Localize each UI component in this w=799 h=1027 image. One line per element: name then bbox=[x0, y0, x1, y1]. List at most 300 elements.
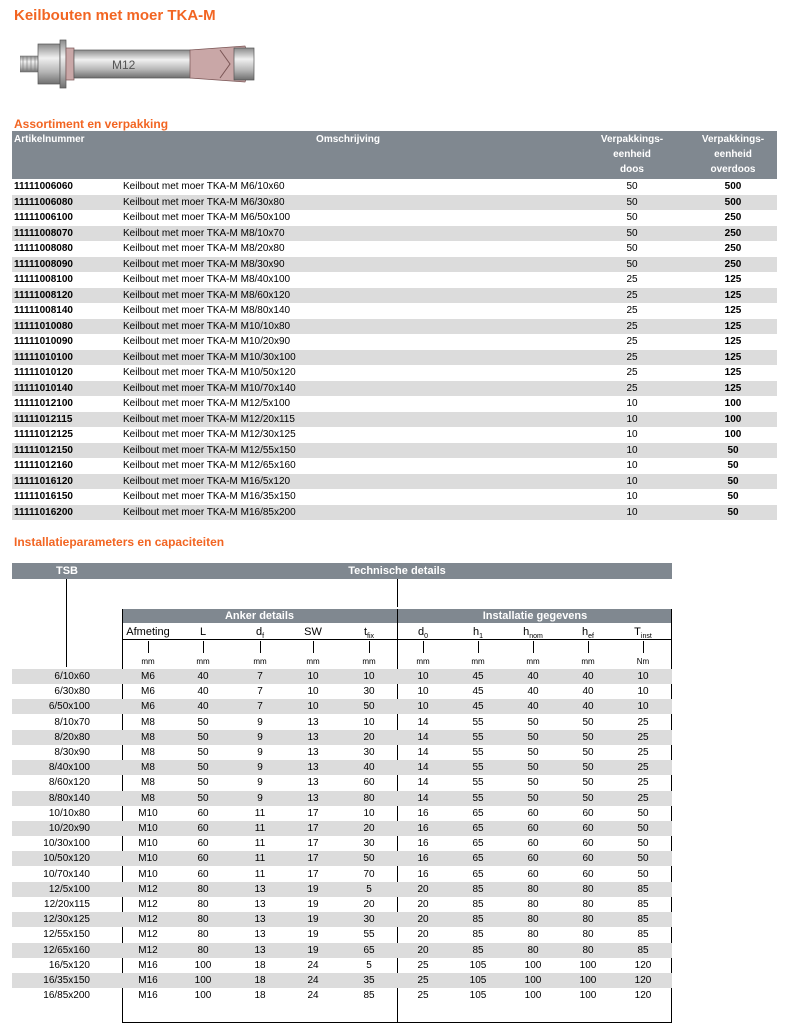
table-row bbox=[12, 867, 672, 882]
value-cell: 17 bbox=[307, 868, 319, 880]
tsb-cell: 10/70x140 bbox=[43, 868, 90, 880]
value-cell: 10 bbox=[363, 807, 375, 819]
table-row bbox=[12, 210, 777, 226]
column-header-main: t bbox=[363, 626, 368, 638]
overdoos-cell: 125 bbox=[689, 381, 777, 397]
value-cell: 50 bbox=[363, 853, 375, 865]
artikelnummer-cell: 11111008070 bbox=[12, 226, 121, 242]
artikelnummer-cell: 11111010120 bbox=[14, 367, 73, 378]
column-header-sub: f bbox=[262, 633, 265, 641]
value-cell: M8 bbox=[141, 731, 155, 743]
table-row bbox=[12, 791, 672, 806]
value-cell: 13 bbox=[307, 792, 319, 804]
value-cell: 50 bbox=[582, 777, 594, 789]
value-cell: 13 bbox=[307, 777, 319, 789]
doos-cell: 10 bbox=[626, 429, 638, 440]
table-row bbox=[12, 412, 777, 428]
value-cell: 13 bbox=[307, 731, 319, 743]
tsb-cell: 8/80x140 bbox=[48, 792, 90, 804]
value-cell: 80 bbox=[527, 914, 539, 926]
table-row bbox=[12, 669, 672, 684]
value-cell: 50 bbox=[527, 792, 539, 804]
value-cell: 80 bbox=[197, 899, 209, 910]
value-cell: 11 bbox=[254, 838, 266, 850]
value-cell: 80 bbox=[527, 944, 539, 956]
value-cell: 5 bbox=[366, 959, 372, 971]
value-cell: 25 bbox=[417, 975, 429, 986]
value-cell: 65 bbox=[472, 838, 484, 850]
value-cell: 50 bbox=[637, 807, 649, 819]
artikelnummer-cell: 11111016200 bbox=[12, 505, 121, 521]
value-cell: 55 bbox=[472, 777, 484, 789]
value-cell: 11 bbox=[254, 807, 266, 819]
value-cell: 85 bbox=[363, 990, 375, 1002]
value-cell: 65 bbox=[363, 944, 375, 956]
value-cell: 10 bbox=[417, 671, 429, 682]
tsb-header: TSB bbox=[12, 563, 122, 579]
table-row bbox=[12, 505, 777, 521]
doos-cell: 10 bbox=[626, 491, 638, 502]
column-unit: mm bbox=[306, 657, 320, 666]
overdoos-cell: 125 bbox=[689, 350, 777, 366]
value-cell: 25 bbox=[637, 731, 649, 743]
anchor-bolt-image bbox=[20, 34, 290, 94]
table-row bbox=[12, 195, 777, 211]
doos-cell: 50 bbox=[626, 243, 638, 254]
value-cell: 24 bbox=[307, 975, 319, 986]
value-cell: 9 bbox=[257, 792, 263, 804]
overdoos-cell: 125 bbox=[724, 367, 742, 378]
column-header-main: d bbox=[417, 626, 425, 638]
tsb-cell: 16/85x200 bbox=[43, 990, 90, 1002]
installatie-table bbox=[12, 563, 672, 1023]
value-cell: 85 bbox=[637, 914, 649, 926]
table-row bbox=[12, 427, 777, 443]
value-cell: 120 bbox=[634, 959, 652, 971]
value-cell: 80 bbox=[582, 899, 594, 910]
value-cell: 40 bbox=[197, 701, 209, 713]
omschrijving-cell: Keilbout met moer TKA-M M6/30x80 bbox=[121, 195, 575, 211]
omschrijving-cell: Keilbout met moer TKA-M M8/10x70 bbox=[121, 226, 575, 242]
value-cell: 50 bbox=[197, 731, 209, 743]
artikelnummer-cell: 11111006080 bbox=[12, 195, 121, 211]
tsb-cell: 6/30x80 bbox=[54, 686, 90, 698]
value-cell: 20 bbox=[417, 944, 429, 956]
value-cell: 80 bbox=[197, 883, 209, 895]
value-cell: 120 bbox=[634, 990, 652, 1002]
value-cell: M6 bbox=[141, 686, 155, 698]
value-cell: 17 bbox=[307, 853, 319, 865]
value-cell: 60 bbox=[197, 853, 209, 865]
value-cell: 30 bbox=[363, 747, 375, 758]
omschrijving-cell: Keilbout met moer TKA-M M12/65x160 bbox=[123, 460, 296, 471]
omschrijving-cell: Keilbout met moer TKA-M M10/50x120 bbox=[123, 367, 296, 378]
overdoos-cell: 250 bbox=[724, 243, 742, 254]
tsb-cell: 16/35x150 bbox=[43, 975, 90, 986]
value-cell: M12 bbox=[138, 883, 158, 895]
value-cell: 14 bbox=[417, 716, 429, 728]
tsb-cell: 12/20x115 bbox=[44, 899, 90, 910]
value-cell: 20 bbox=[417, 899, 429, 910]
tsb-cell: 6/10x60 bbox=[54, 671, 90, 682]
value-cell: 16 bbox=[417, 807, 429, 819]
value-cell: 13 bbox=[254, 929, 266, 941]
value-cell: 17 bbox=[307, 807, 319, 819]
value-cell: M8 bbox=[141, 747, 155, 758]
value-cell: 50 bbox=[582, 792, 594, 804]
doos-cell: 25 bbox=[575, 288, 689, 304]
value-cell: 20 bbox=[363, 899, 375, 910]
value-cell: 60 bbox=[582, 868, 594, 880]
column-header-main: T bbox=[634, 626, 641, 638]
value-cell: 50 bbox=[527, 716, 539, 728]
table-row bbox=[12, 365, 777, 381]
value-cell: 25 bbox=[637, 716, 649, 728]
value-cell: 20 bbox=[417, 883, 429, 895]
tsb-cell: 8/40x100 bbox=[48, 762, 90, 774]
doos-cell: 10 bbox=[575, 505, 689, 521]
column-header bbox=[616, 625, 670, 639]
value-cell: 80 bbox=[582, 944, 594, 956]
table-row bbox=[12, 443, 777, 459]
value-cell: 40 bbox=[582, 701, 594, 713]
value-cell: 85 bbox=[472, 914, 484, 926]
value-cell: M6 bbox=[141, 671, 155, 682]
omschrijving-cell: Keilbout met moer TKA-M M10/30x100 bbox=[121, 350, 575, 366]
anker-details-header: Anker details bbox=[122, 609, 397, 623]
table-row bbox=[12, 760, 672, 775]
table-row bbox=[12, 821, 672, 836]
omschrijving-cell: Keilbout met moer TKA-M M12/5x100 bbox=[123, 398, 291, 409]
value-cell: 7 bbox=[257, 671, 263, 682]
table-row bbox=[12, 179, 777, 195]
installatie-gegevens-header: Installatie gegevens bbox=[398, 609, 672, 623]
column-unit: mm bbox=[362, 657, 376, 666]
value-cell: 60 bbox=[582, 823, 594, 834]
artikelnummer-cell: 11111012100 bbox=[14, 398, 73, 409]
tsb-cell: 8/60x120 bbox=[48, 777, 90, 789]
column-unit: Nm bbox=[636, 657, 650, 666]
table-row bbox=[12, 988, 672, 1003]
value-cell: 50 bbox=[637, 868, 649, 880]
overdoos-cell: 100 bbox=[724, 429, 742, 440]
value-cell: 40 bbox=[527, 686, 539, 698]
value-cell: 40 bbox=[197, 686, 209, 698]
value-cell: 100 bbox=[524, 990, 542, 1002]
value-cell: M8 bbox=[141, 777, 155, 789]
value-cell: 10 bbox=[307, 701, 319, 713]
value-cell: 100 bbox=[194, 990, 212, 1002]
overdoos-cell: 50 bbox=[689, 474, 777, 490]
value-cell: 13 bbox=[254, 883, 266, 895]
column-header-main: SW bbox=[304, 626, 322, 638]
tsb-cell: 10/10x80 bbox=[48, 807, 90, 819]
table-row bbox=[12, 943, 672, 958]
doos-cell: 25 bbox=[575, 381, 689, 397]
tsb-cell: 8/30x90 bbox=[54, 747, 90, 758]
tsb-cell: 12/65x160 bbox=[43, 944, 90, 956]
value-cell: 45 bbox=[472, 686, 484, 698]
value-cell: 14 bbox=[417, 762, 429, 774]
tsb-cell: 6/50x100 bbox=[48, 701, 90, 713]
tsb-cell: 12/5x100 bbox=[48, 883, 90, 895]
omschrijving-cell: Keilbout met moer TKA-M M8/80x140 bbox=[123, 305, 291, 316]
bolt-label: M12 bbox=[112, 58, 136, 72]
value-cell: 25 bbox=[417, 990, 429, 1002]
omschrijving-cell: Keilbout met moer TKA-M M10/70x140 bbox=[121, 381, 575, 397]
overdoos-cell: 250 bbox=[689, 226, 777, 242]
column-header-sub: 0 bbox=[424, 633, 429, 641]
overdoos-cell: 50 bbox=[689, 443, 777, 459]
value-cell: 25 bbox=[637, 777, 649, 789]
value-cell: 60 bbox=[527, 853, 539, 865]
value-cell: 55 bbox=[472, 762, 484, 774]
table-row bbox=[12, 836, 672, 851]
value-cell: 80 bbox=[197, 929, 209, 941]
value-cell: 50 bbox=[527, 777, 539, 789]
doos-cell: 25 bbox=[626, 305, 638, 316]
value-cell: 60 bbox=[197, 838, 209, 850]
table-row bbox=[12, 882, 672, 897]
artikelnummer-cell: 11111012150 bbox=[12, 443, 121, 459]
value-cell: 60 bbox=[527, 823, 539, 834]
column-header bbox=[506, 625, 560, 639]
value-cell: M10 bbox=[138, 853, 158, 865]
table-row bbox=[12, 241, 777, 257]
table-row bbox=[12, 334, 777, 350]
value-cell: 80 bbox=[527, 883, 539, 895]
value-cell: 60 bbox=[527, 838, 539, 850]
doos-cell: 50 bbox=[575, 226, 689, 242]
value-cell: M6 bbox=[141, 701, 155, 713]
artikelnummer-cell: 11111012125 bbox=[14, 429, 73, 440]
value-cell: 105 bbox=[469, 959, 487, 971]
overdoos-cell: 125 bbox=[724, 336, 742, 347]
value-cell: 9 bbox=[257, 747, 263, 758]
value-cell: 80 bbox=[527, 929, 539, 941]
value-cell: 10 bbox=[363, 716, 375, 728]
omschrijving-cell: Keilbout met moer TKA-M M16/85x200 bbox=[121, 505, 575, 521]
value-cell: 11 bbox=[254, 823, 266, 834]
overdoos-cell: 125 bbox=[724, 274, 742, 285]
omschrijving-cell: Keilbout met moer TKA-M M10/20x90 bbox=[123, 336, 291, 347]
tsb-cell: 12/55x150 bbox=[43, 929, 90, 941]
value-cell: 30 bbox=[363, 838, 375, 850]
overdoos-cell: 500 bbox=[724, 181, 742, 192]
value-cell: 100 bbox=[194, 959, 212, 971]
omschrijving-cell: Keilbout met moer TKA-M M8/40x100 bbox=[123, 274, 291, 285]
column-header bbox=[286, 625, 340, 639]
value-cell: M8 bbox=[141, 716, 155, 728]
table-row bbox=[12, 257, 777, 273]
value-cell: 10 bbox=[637, 671, 649, 682]
value-cell: 20 bbox=[363, 823, 375, 834]
table-row bbox=[12, 912, 672, 927]
value-cell: 30 bbox=[363, 914, 375, 926]
value-cell: 100 bbox=[579, 959, 597, 971]
value-cell: 85 bbox=[637, 944, 649, 956]
value-cell: M12 bbox=[138, 899, 158, 910]
table-row bbox=[12, 973, 672, 988]
value-cell: 65 bbox=[472, 823, 484, 834]
value-cell: 80 bbox=[582, 883, 594, 895]
table-row bbox=[12, 458, 777, 474]
value-cell: 60 bbox=[363, 777, 375, 789]
value-cell: 60 bbox=[197, 868, 209, 880]
value-cell: 50 bbox=[363, 701, 375, 713]
value-cell: 50 bbox=[527, 731, 539, 743]
col-verpakking-overdoos: Verpakkings- eenheid overdoos bbox=[689, 131, 777, 179]
value-cell: M10 bbox=[138, 807, 158, 819]
value-cell: 50 bbox=[527, 762, 539, 774]
value-cell: M10 bbox=[138, 838, 158, 850]
column-header bbox=[561, 625, 615, 639]
value-cell: M12 bbox=[138, 944, 158, 956]
column-unit: mm bbox=[526, 657, 540, 666]
column-header-main: L bbox=[199, 626, 207, 638]
artikelnummer-cell: 11111012160 bbox=[14, 460, 73, 471]
value-cell: 16 bbox=[417, 838, 429, 850]
value-cell: 13 bbox=[254, 944, 266, 956]
value-cell: 40 bbox=[197, 671, 209, 682]
value-cell: 7 bbox=[257, 701, 263, 713]
column-header-main: h bbox=[523, 626, 530, 638]
value-cell: 50 bbox=[197, 762, 209, 774]
value-cell: 25 bbox=[417, 959, 429, 971]
value-cell: 16 bbox=[417, 823, 429, 834]
value-cell: 20 bbox=[417, 929, 429, 941]
table-row bbox=[12, 730, 672, 745]
overdoos-cell: 50 bbox=[689, 505, 777, 521]
value-cell: 10 bbox=[637, 686, 649, 698]
table-row bbox=[12, 319, 777, 335]
doos-cell: 25 bbox=[626, 274, 638, 285]
value-cell: 13 bbox=[307, 716, 319, 728]
value-cell: M12 bbox=[138, 929, 158, 941]
value-cell: 19 bbox=[307, 883, 319, 895]
value-cell: M16 bbox=[138, 975, 158, 986]
value-cell: 19 bbox=[307, 899, 319, 910]
value-cell: 14 bbox=[417, 747, 429, 758]
tsb-cell: 8/10x70 bbox=[54, 716, 90, 728]
technische-details-header: Technische details bbox=[122, 563, 672, 579]
value-cell: 24 bbox=[307, 959, 319, 971]
value-cell: 13 bbox=[254, 899, 266, 910]
column-header bbox=[342, 625, 396, 639]
omschrijving-cell: Keilbout met moer TKA-M M12/30x125 bbox=[123, 429, 296, 440]
column-header-main: d bbox=[255, 626, 263, 638]
value-cell: 105 bbox=[469, 975, 487, 986]
value-cell: 50 bbox=[197, 792, 209, 804]
value-cell: 10 bbox=[417, 686, 429, 698]
value-cell: 100 bbox=[579, 975, 597, 986]
table-row bbox=[12, 775, 672, 790]
doos-cell: 25 bbox=[626, 367, 638, 378]
artikelnummer-cell: 11111016120 bbox=[12, 474, 121, 490]
value-cell: M16 bbox=[138, 990, 158, 1002]
value-cell: 50 bbox=[197, 777, 209, 789]
table-row bbox=[12, 715, 672, 730]
table-row bbox=[12, 303, 777, 319]
column-header-main: h bbox=[472, 626, 480, 638]
value-cell: 100 bbox=[524, 959, 542, 971]
value-cell: 50 bbox=[582, 731, 594, 743]
tsb-cell: 10/30x100 bbox=[43, 838, 90, 850]
doos-cell: 25 bbox=[575, 319, 689, 335]
value-cell: M8 bbox=[141, 792, 155, 804]
doos-cell: 50 bbox=[626, 212, 638, 223]
table-row bbox=[12, 851, 672, 866]
value-cell: 45 bbox=[472, 671, 484, 682]
value-cell: 60 bbox=[527, 807, 539, 819]
value-cell: 40 bbox=[363, 762, 375, 774]
value-cell: 10 bbox=[417, 701, 429, 713]
value-cell: 65 bbox=[472, 868, 484, 880]
doos-cell: 50 bbox=[575, 195, 689, 211]
value-cell: 30 bbox=[363, 686, 375, 698]
value-cell: 70 bbox=[363, 868, 375, 880]
overdoos-cell: 125 bbox=[689, 288, 777, 304]
value-cell: 5 bbox=[366, 883, 372, 895]
table-row bbox=[12, 684, 672, 699]
table-row bbox=[12, 474, 777, 490]
value-cell: 105 bbox=[469, 990, 487, 1002]
value-cell: M16 bbox=[138, 959, 158, 971]
value-cell: 13 bbox=[254, 914, 266, 926]
value-cell: 50 bbox=[582, 716, 594, 728]
artikelnummer-cell: 11111008120 bbox=[12, 288, 121, 304]
overdoos-cell: 50 bbox=[727, 491, 739, 502]
value-cell: 80 bbox=[582, 914, 594, 926]
value-cell: 45 bbox=[472, 701, 484, 713]
artikelnummer-cell: 11111010090 bbox=[14, 336, 73, 347]
doos-cell: 25 bbox=[626, 336, 638, 347]
doos-cell: 50 bbox=[575, 257, 689, 273]
value-cell: 25 bbox=[637, 747, 649, 758]
value-cell: 13 bbox=[307, 762, 319, 774]
value-cell: 80 bbox=[197, 944, 209, 956]
value-cell: 80 bbox=[363, 792, 375, 804]
value-cell: 100 bbox=[524, 975, 542, 986]
table-row bbox=[12, 350, 777, 366]
omschrijving-cell: Keilbout met moer TKA-M M16/5x120 bbox=[121, 474, 575, 490]
col-verpakking-doos: Verpakkings- eenheid doos bbox=[575, 131, 689, 179]
value-cell: M10 bbox=[138, 868, 158, 880]
value-cell: 85 bbox=[637, 883, 649, 895]
value-cell: 85 bbox=[472, 929, 484, 941]
column-unit: mm bbox=[141, 657, 155, 666]
value-cell: 14 bbox=[417, 792, 429, 804]
value-cell: 55 bbox=[472, 716, 484, 728]
table-row bbox=[12, 897, 672, 912]
overdoos-cell: 50 bbox=[727, 460, 739, 471]
artikelnummer-cell: 11111016150 bbox=[14, 491, 73, 502]
value-cell: 65 bbox=[472, 853, 484, 865]
value-cell: 55 bbox=[472, 792, 484, 804]
value-cell: 60 bbox=[527, 868, 539, 880]
column-header-sub: ef bbox=[588, 633, 594, 641]
column-header-sub: inst bbox=[640, 633, 652, 641]
value-cell: 50 bbox=[197, 747, 209, 758]
value-cell: 50 bbox=[197, 716, 209, 728]
column-header-main: h bbox=[582, 626, 589, 638]
value-cell: 9 bbox=[257, 762, 263, 774]
value-cell: 60 bbox=[197, 823, 209, 834]
value-cell: 40 bbox=[582, 671, 594, 682]
doos-cell: 10 bbox=[575, 412, 689, 428]
col-omschrijving: Omschrijving bbox=[121, 131, 575, 179]
section-assortiment-title: Assortiment en verpakking bbox=[14, 117, 169, 131]
